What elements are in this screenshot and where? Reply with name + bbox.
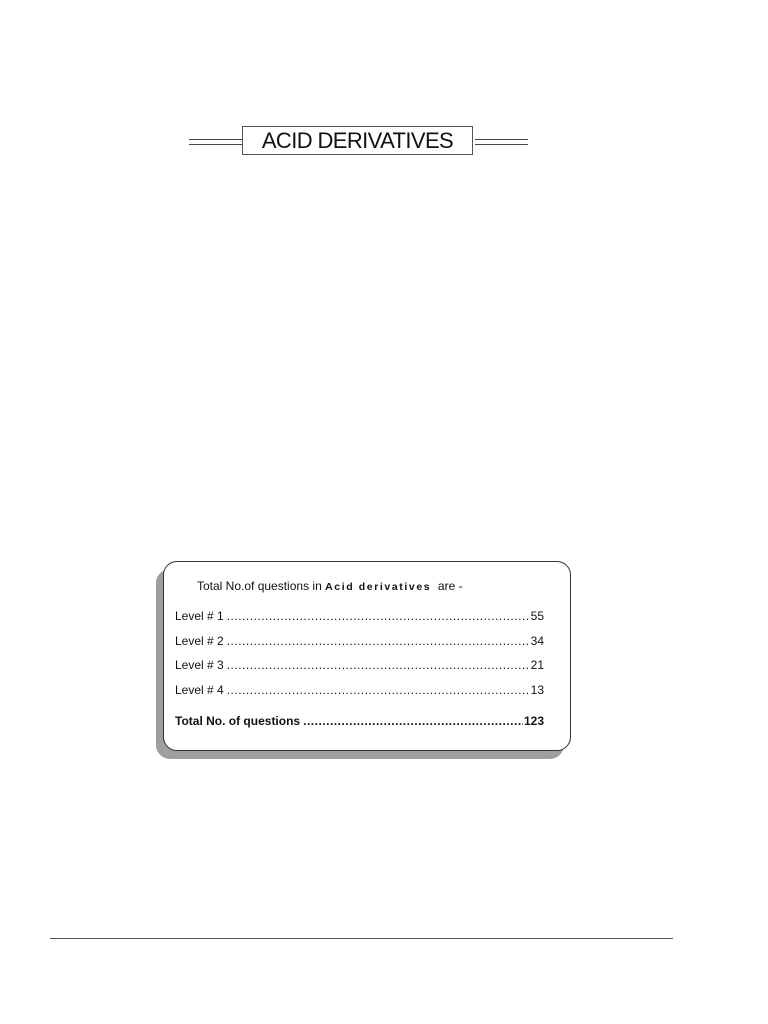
summary-heading-topic: Acid derivatives [325,581,432,593]
dot-leader [227,634,530,648]
summary-heading [197,579,463,593]
level-row [175,634,544,648]
dot-leader [227,658,530,672]
level-label: Level # 3 [175,658,224,672]
total-label: Total No. of questions [175,714,301,728]
footer-rule [50,938,673,939]
summary-heading-suffix: are - [437,579,463,593]
level-row [175,683,544,697]
title-rule-left [189,139,242,145]
level-count: 55 [530,609,544,623]
dot-leader [303,714,523,728]
level-label: Level # 4 [175,683,224,697]
level-count: 34 [530,634,544,648]
level-row [175,658,544,672]
level-row [175,609,544,623]
level-count: 21 [530,658,544,672]
level-label: Level # 2 [175,634,224,648]
dot-leader [227,609,530,623]
total-count: 123 [523,714,544,728]
chapter-title-box [242,126,473,155]
level-count: 13 [530,683,544,697]
summary-heading-prefix: Total No.of questions in [197,579,322,593]
dot-leader [227,683,530,697]
title-rule-right [475,139,528,145]
level-label: Level # 1 [175,609,224,623]
total-row [175,714,544,728]
chapter-title: ACID DERIVATIVES [261,127,454,153]
